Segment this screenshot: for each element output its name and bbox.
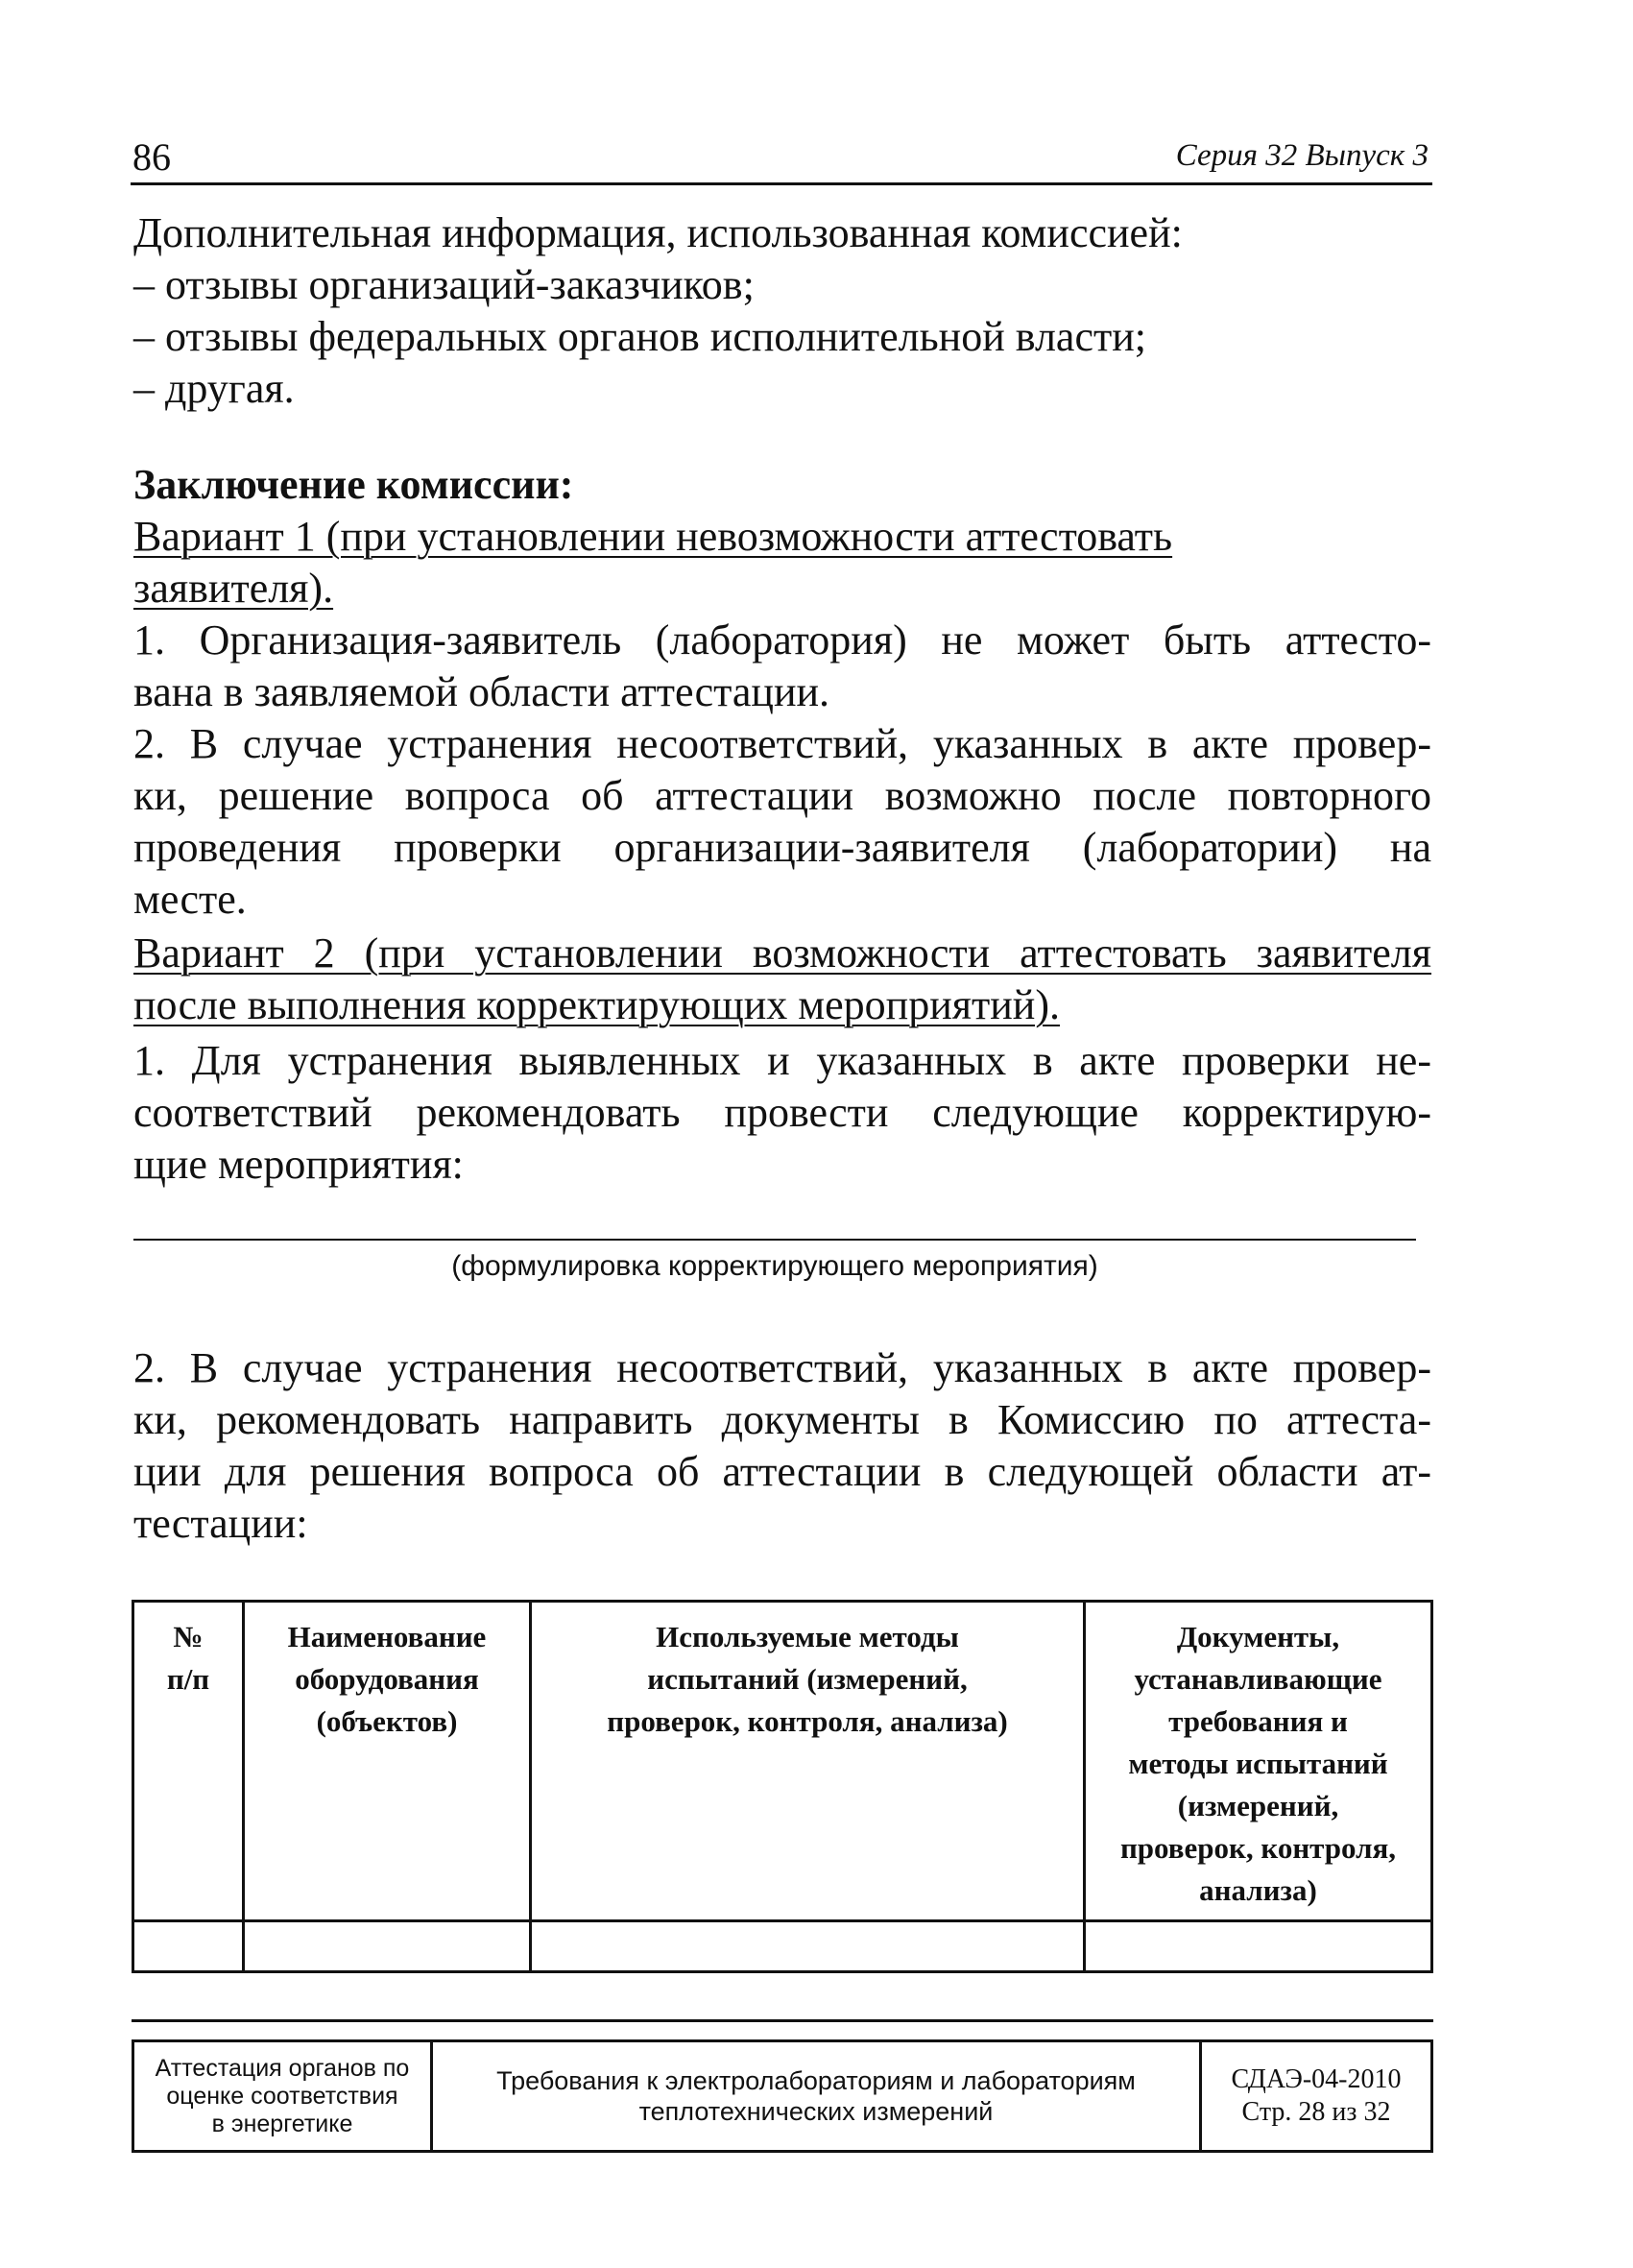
table-cell (531, 1921, 1085, 1972)
footer-rule (132, 2019, 1433, 2022)
paragraph-line: вана в заявляемой области аттестации. (133, 668, 830, 715)
attestation-area-table (132, 1600, 1433, 1973)
table-cell (1085, 1921, 1432, 1972)
col-methods-header: Используемые методы испытаний (измерений, проверок, контроля, анализа) (531, 1602, 1085, 1921)
paragraph-line: ки, решение вопроса об аттестации возможно после повторного (133, 772, 1431, 819)
page-header (131, 133, 1432, 185)
paragraph-line: соответствий рекомендовать провести следующие корректирую- (133, 1089, 1431, 1136)
fill-in-caption: (формулировка корректирующего мероприятия) (451, 1250, 1098, 1282)
paragraph-line: ции для решения вопроса об аттестации в следующей области ат- (133, 1448, 1431, 1495)
info-title: Дополнительная информация, использованная комиссией: (133, 209, 1183, 256)
info-item: – отзывы организаций-заказчиков; (133, 261, 755, 308)
series-label: Серия 32 Выпуск 3 (1175, 138, 1429, 173)
table-cell (244, 1921, 531, 1972)
table-cell (133, 1921, 244, 1972)
paragraph-line: месте. (133, 876, 247, 923)
col-documents-header: Документы, устанавливающие требования и методы испытаний (измерений, проверок, контроля, анализа) (1085, 1602, 1432, 1921)
paragraph-line: 1. Организация-заявитель (лаборатория) не может быть аттесто- (133, 616, 1431, 664)
page-number: 86 (132, 135, 171, 179)
paragraph-line: тестации: (133, 1500, 308, 1547)
table-row (133, 1921, 1432, 1972)
paragraph-line: 2. В случае устранения несоответствий, указанных в акте провер- (133, 720, 1431, 767)
paragraph-line: 1. Для устранения выявленных и указанных в акте проверки не- (133, 1037, 1431, 1084)
paragraph-line: проведения проверки организации-заявителя (лаборатории) на (133, 824, 1431, 871)
variant2-title: после выполнения корректирующих мероприятий). (133, 981, 1060, 1028)
fill-in-line (133, 1239, 1416, 1241)
footer-title: Требования к электролабораториям и лабораториям теплотехнических измерений (432, 2041, 1201, 2152)
variant2-title: Вариант 2 (при установлении возможности аттестовать заявителя (133, 929, 1431, 977)
col-equipment-header: Наименование оборудования (объектов) (244, 1602, 531, 1921)
info-item: – другая. (133, 365, 295, 412)
paragraph-line: щие мероприятия: (133, 1141, 464, 1188)
paragraph-line: 2. В случае устранения несоответствий, указанных в акте провер- (133, 1344, 1431, 1391)
footer-doc-code: СДАЭ-04-2010 Стр. 28 из 32 (1201, 2041, 1432, 2152)
variant1-title: Вариант 1 (при установлении невозможности аттестовать (133, 513, 1173, 560)
conclusion-heading: Заключение комиссии: (133, 461, 574, 508)
table-header-row (133, 1602, 1432, 1921)
document-footer (132, 2039, 1433, 2153)
col-number-header: № п/п (133, 1602, 244, 1921)
info-item: – отзывы федеральных органов исполнительной власти; (133, 313, 1146, 360)
footer-org: Аттестация органов по оценке соответствия в энергетике (133, 2041, 432, 2152)
variant1-title: заявителя). (133, 565, 334, 612)
paragraph-line: ки, рекомендовать направить документы в Комиссию по аттеста- (133, 1396, 1431, 1443)
